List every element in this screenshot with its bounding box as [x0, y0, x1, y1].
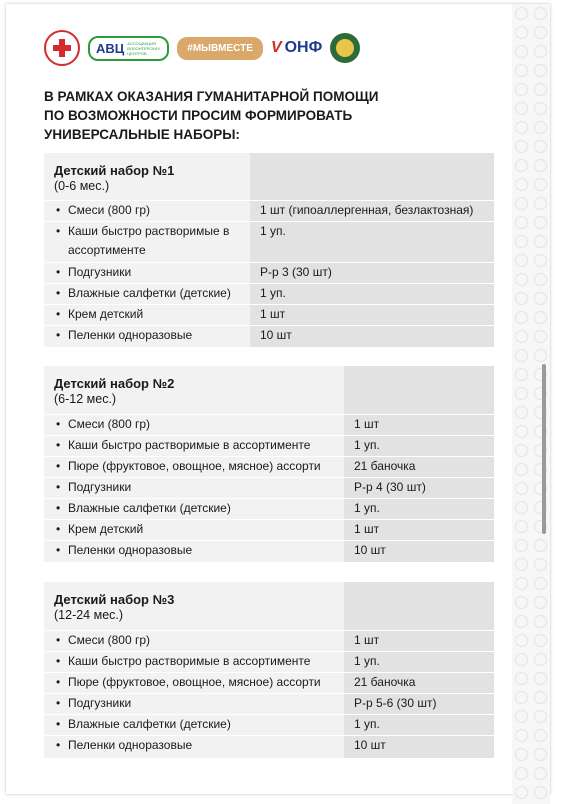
item-qty: Р-р 4 (30 шт): [354, 480, 426, 494]
item-qty: 21 баночка: [354, 459, 416, 473]
item-name: Каши быстро растворимые в ассортименте: [68, 224, 230, 257]
bullet-icon: •: [56, 501, 61, 515]
item-qty: 1 шт: [354, 633, 380, 647]
list-item: [44, 435, 494, 456]
item-name: Подгузники: [68, 265, 132, 279]
item-qty: 1 уп.: [354, 501, 380, 515]
avc-logo-abbr: АВЦ: [96, 40, 125, 56]
item-qty: 1 уп.: [260, 224, 286, 238]
list-item: [44, 540, 494, 561]
list-item: [44, 221, 494, 262]
item-name: Влажные салфетки (детские): [68, 286, 231, 300]
list-item: [44, 651, 494, 672]
list-item: [44, 414, 494, 435]
item-name: Подгузники: [68, 480, 132, 494]
onf-logo: [271, 39, 322, 57]
list-item: [44, 498, 494, 519]
list-item: [44, 262, 494, 283]
item-qty: Р-р 3 (30 шт): [260, 265, 332, 279]
list-item: [44, 456, 494, 477]
onf-mark-icon: V: [270, 39, 282, 56]
bullet-icon: •: [56, 417, 61, 431]
bullet-icon: •: [56, 543, 61, 557]
list-item: [44, 283, 494, 304]
bullet-icon: •: [56, 459, 61, 473]
bullet-icon: •: [56, 286, 61, 300]
item-qty: 10 шт: [354, 543, 386, 557]
kit-age: (12-24 мес.): [54, 608, 124, 622]
item-name: Каши быстро растворимые в ассортименте: [68, 654, 311, 668]
bullet-icon: •: [56, 633, 61, 647]
bullet-icon: •: [56, 480, 61, 494]
item-qty: 1 шт (гипоаллергенная, безлактозная): [260, 203, 474, 217]
item-name: Смеси (800 гр): [68, 417, 151, 431]
kit-age: (0-6 мес.): [54, 179, 110, 193]
bullet-icon: •: [56, 717, 61, 731]
item-qty: 1 шт: [260, 307, 286, 321]
onf-logo-text: ОНФ: [284, 39, 323, 56]
heading-line-1: В РАМКАХ ОКАЗАНИЯ ГУМАНИТАРНОЙ ПОМОЩИ: [44, 89, 379, 104]
list-item: [44, 735, 494, 756]
kit-title: Детский набор №3: [54, 592, 175, 607]
kit-card-1: [44, 153, 494, 347]
bullet-icon: •: [56, 654, 61, 668]
item-name: Каши быстро растворимые в ассортименте: [68, 438, 311, 452]
kit-card-3: [44, 582, 494, 758]
avc-logo: [88, 36, 169, 61]
myvmeste-logo: #МЫВМЕСТЕ: [177, 37, 263, 60]
kit-title: Детский набор №1: [54, 163, 175, 178]
item-name: Пеленки одноразовые: [68, 328, 193, 342]
item-name: Пюре (фруктовое, овощное, мясное) ассорти: [68, 459, 321, 473]
item-qty: 1 уп.: [260, 286, 286, 300]
item-name: Влажные салфетки (детские): [68, 501, 231, 515]
item-name: Смеси (800 гр): [68, 203, 151, 217]
item-name: Пеленки одноразовые: [68, 738, 193, 752]
item-name: Влажные салфетки (детские): [68, 717, 231, 731]
item-name: Пюре (фруктовое, овощное, мясное) ассорти: [68, 675, 321, 689]
item-name: Крем детский: [68, 307, 144, 321]
list-item: [44, 630, 494, 651]
scrollbar[interactable]: [542, 364, 546, 534]
list-item: [44, 693, 494, 714]
bullet-icon: •: [56, 224, 61, 238]
list-item: [44, 304, 494, 325]
list-item: [44, 672, 494, 693]
kit-age: (6-12 мес.): [54, 392, 117, 406]
item-name: Подгузники: [68, 696, 132, 710]
list-item: [44, 325, 494, 346]
heading-line-3: УНИВЕРСАЛЬНЫЕ НАБОРЫ:: [44, 127, 240, 142]
kit-card-2: [44, 366, 494, 562]
item-qty: 1 уп.: [354, 654, 380, 668]
item-qty: 1 шт: [354, 522, 380, 536]
bullet-icon: •: [56, 675, 61, 689]
bullet-icon: •: [56, 307, 61, 321]
document-page: [6, 4, 550, 794]
heading-line-2: ПО ВОЗМОЖНОСТИ ПРОСИМ ФОРМИРОВАТЬ: [44, 108, 353, 123]
item-qty: 10 шт: [260, 328, 292, 342]
item-qty: 1 шт: [354, 417, 380, 431]
page-heading: [44, 87, 424, 144]
item-qty: Р-р 5-6 (30 шт): [354, 696, 437, 710]
kit-title: Детский набор №2: [54, 376, 175, 391]
item-name: Смеси (800 гр): [68, 633, 151, 647]
partner-logos: [44, 30, 360, 66]
bullet-icon: •: [56, 696, 61, 710]
list-item: [44, 714, 494, 735]
list-item: [44, 200, 494, 221]
bullet-icon: •: [56, 522, 61, 536]
item-qty: 1 уп.: [354, 438, 380, 452]
bullet-icon: •: [56, 328, 61, 342]
bullet-icon: •: [56, 438, 61, 452]
bullet-icon: •: [56, 738, 61, 752]
item-qty: 21 баночка: [354, 675, 416, 689]
regional-emblem-icon: [330, 33, 360, 63]
item-name: Пеленки одноразовые: [68, 543, 193, 557]
list-item: [44, 477, 494, 498]
list-item: [44, 519, 494, 540]
bullet-icon: •: [56, 203, 61, 217]
item-qty: 10 шт: [354, 738, 386, 752]
avc-logo-subtitle: АССОЦИАЦИЯ ВОЛОНТЕРСКИХ ЦЕНТРОВ: [127, 40, 161, 56]
item-qty: 1 уп.: [354, 717, 380, 731]
item-name: Крем детский: [68, 522, 144, 536]
bullet-icon: •: [56, 265, 61, 279]
red-cross-logo-icon: [44, 30, 80, 66]
